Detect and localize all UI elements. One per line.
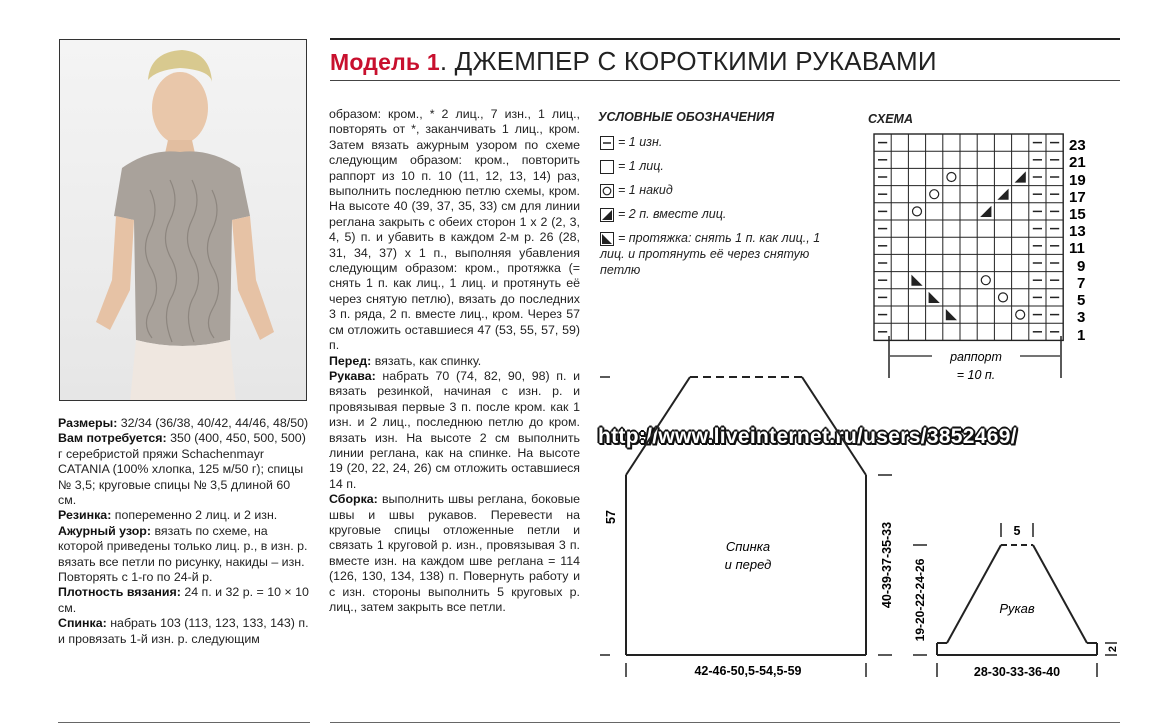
knit-symbol-icon — [600, 160, 614, 174]
front-label: Перед: — [329, 353, 372, 368]
body-label-1: Спинка — [725, 539, 771, 554]
model-illustration — [60, 40, 307, 401]
row-label: 3 — [1077, 309, 1086, 326]
chart-grid — [874, 134, 1063, 340]
row-label: 13 — [1069, 223, 1086, 240]
row-label: 7 — [1077, 275, 1086, 292]
materials-text: 350 (400, 450, 500, 500) г серебристой пряжи Schachenmayr CATANIA (100% хлопка, 125 м/50 г); спицы № 3,5; круговые спицы № 3,5 длиной 60 см. — [58, 431, 306, 508]
title-rule-bottom — [330, 80, 1120, 81]
rapport-label: раппорт — [950, 350, 1002, 364]
front-text: вязать, как спинку. — [371, 353, 482, 368]
raglan-right — [802, 377, 866, 475]
sleeve-raglan-right — [1033, 545, 1087, 643]
sleeves-text: набрать 70 (74, 82, 90, 98) п. и вязать резинкой, начиная с изн. р. и провязывая первые 3 п. после кром. как 1 изн. и 2 лиц., последнюю петлю до кром. вязать изн. На высоте 2 см выполнить линии реглана, как на спинке. На высоте 19 (20, 22, 24, 26) см отложить оставшиеся 14 п. — [329, 368, 580, 491]
rib-text: попеременно 2 лиц. и 2 изн. — [111, 508, 278, 523]
body-label-2: и перед — [724, 557, 772, 572]
row-label: 5 — [1077, 292, 1086, 309]
legend-k2tog-text: = 2 п. вместе лиц. — [618, 207, 727, 221]
sleeve-rib-label: 2 — [1107, 645, 1119, 653]
source-url-watermark: http://www.liveinternet.ru/users/3852469/ — [598, 425, 1017, 448]
stitch-chart — [860, 128, 1100, 388]
specs-text — [58, 416, 310, 647]
sizes-label: Размеры: — [58, 416, 118, 430]
sleeve-raglan-left — [947, 545, 1001, 643]
row-label: 11 — [1069, 240, 1085, 257]
legend-knit — [600, 158, 664, 174]
model-name: . ДЖЕМПЕР С КОРОТКИМИ РУКАВАМИ — [439, 46, 937, 76]
body-width-label: 42-46-50,5-54,5-59 — [694, 664, 802, 678]
instructions-text — [329, 107, 580, 615]
row-label: 23 — [1069, 137, 1086, 154]
schema-title: СХЕМА — [868, 112, 913, 126]
row-label: 9 — [1077, 258, 1086, 275]
lace-label: Ажурный узор: — [58, 523, 151, 538]
bottom-rule-right — [330, 722, 1120, 723]
row-label: 21 — [1069, 154, 1086, 171]
model-photo — [59, 39, 307, 401]
lace-text: вязать по схеме, на которой приведены только лиц. р., в изн. р. вязать все петли по рисунку, накиды – изн. Повторять с 1-го по 24-й р. — [58, 523, 308, 585]
purl-symbol-icon — [600, 136, 614, 150]
slip-knit-pass-symbol-icon — [600, 232, 614, 246]
sleeve-top-label: 5 — [1013, 524, 1021, 538]
legend-purl — [600, 134, 662, 150]
row-label: 1 — [1077, 327, 1086, 344]
body-side-label: 40-39-37-35-33 — [880, 521, 894, 609]
sleeves-label: Рукава: — [329, 368, 376, 383]
rib-label: Резинка: — [58, 508, 112, 523]
chart-row-labels — [1069, 137, 1086, 344]
bottom-rule-left — [58, 722, 310, 723]
body-height-label: 57 — [604, 510, 618, 524]
legend-skp — [600, 230, 832, 278]
rapport-count: = 10 п. — [956, 368, 996, 382]
density-label: Плотность вязания: — [58, 585, 181, 600]
yarn-over-symbol-icon — [600, 184, 614, 198]
row-label: 15 — [1069, 206, 1086, 223]
legend-purl-text: = 1 изн. — [618, 135, 663, 149]
title-rule-top — [330, 38, 1120, 40]
legend-yo-text: = 1 накид — [618, 183, 673, 197]
materials-label: Вам потребуется: — [58, 431, 167, 446]
back-text: набрать 103 (113, 123, 133, 143) п. и провязать 1-й изн. р. следующим — [58, 616, 309, 646]
back-label: Спинка: — [58, 616, 107, 631]
model-number: Модель 1 — [330, 49, 440, 75]
body-schematic — [590, 365, 920, 685]
k2tog-symbol-icon — [600, 208, 614, 222]
density-text: 24 п. и 32 р. = 10 × 10 см. — [58, 585, 309, 615]
legend-skp-text: = протяжка: снять 1 п. как лиц., 1 лиц. и протянуть её через снятую петлю — [600, 231, 821, 277]
row-label: 17 — [1069, 189, 1086, 206]
raglan-left — [626, 377, 690, 475]
sleeve-height-label: 19-20-22-24-26 — [913, 558, 927, 642]
legend-yo — [600, 182, 673, 198]
sleeve-label: Рукав — [999, 601, 1035, 616]
assembly-text: выполнить швы реглана, боковые швы и швы рукавов. Перевести на круговые спицы отложенные петли и связать 1 круговой р. изн., провязывая 3 п. вместе изн. на каждом шве реглана = 114 (126, 130, 134, 138) п. Повернуть работу и с изн. стороны выполнить 5 круговых р. лиц., затем закрыть все петли. — [329, 492, 580, 614]
legend-knit-text: = 1 лиц. — [618, 159, 664, 173]
sleeve-width-label: 28-30-33-36-40 — [973, 665, 1061, 679]
assembly-label: Сборка: — [329, 492, 378, 507]
legend-title: УСЛОВНЫЕ ОБОЗНАЧЕНИЯ — [598, 110, 775, 124]
sizes-text: 32/34 (36/38, 40/42, 44/46, 48/50) — [117, 416, 309, 430]
back-instructions: образом: кром., * 2 лиц., 7 изн., 1 лиц., повторять от *, заканчивать 1 лиц., кром. Затем вязать ажурным узором по схеме следующим образом: кром., повторить раппорт из 10 п. 10 (11, 12, 13, 14) раз, выполнить последнюю петлю схемы, кром. На высоте 40 (39, 37, 35, 33) см для линии реглана закрыть с обеих сторон 1 х 2 (2, 3, 4, 5) п. и убавить в каждом 2-м р. 26 (28, 31, 34, 37) х 1 п., выполняя убавления следующим образом: кром., протяжка (= снять 1 п. как лиц., 1 лиц. и протянуть её через снятую петлю), вязать до последних 3 п. ряда, 2 п. вместе лиц., кром. Через 57 см отложить оставшиеся 47 (53, 55, 57, 59) п. — [329, 107, 580, 353]
row-label: 19 — [1069, 172, 1086, 189]
page-title — [330, 46, 937, 77]
sleeve-schematic — [905, 515, 1125, 685]
legend-k2tog — [600, 206, 726, 222]
